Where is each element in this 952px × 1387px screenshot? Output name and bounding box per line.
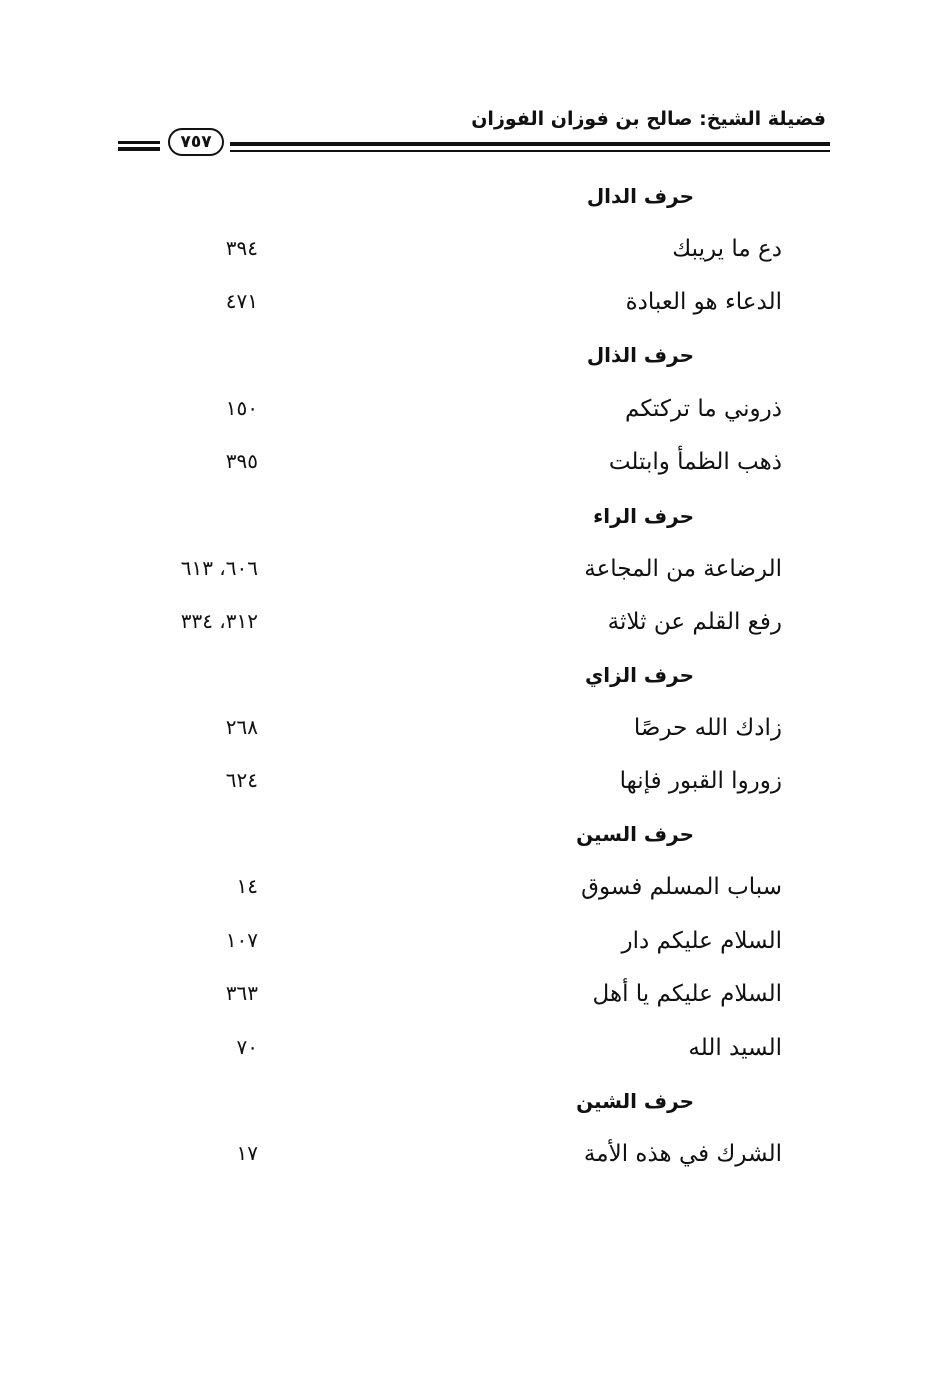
section-heading: حرف الذال — [586, 343, 694, 367]
entry-pages: ٣١٢، ٣٣٤ — [180, 609, 258, 633]
index-entry — [0, 928, 952, 978]
entry-text: السلام عليكم يا أهل — [592, 981, 782, 1007]
section-heading-row — [0, 663, 952, 713]
section-heading: حرف الراء — [593, 504, 694, 528]
page-number-badge: ٧٥٧ — [168, 128, 224, 156]
entry-pages: ١٤ — [236, 874, 258, 898]
entry-text: الرضاعة من المجاعة — [584, 556, 782, 582]
index-entry — [0, 556, 952, 606]
entry-text: ذهب الظمأ وابتلت — [608, 449, 782, 475]
section-heading: حرف الدال — [586, 184, 694, 208]
entry-pages: ١٠٧ — [225, 928, 258, 952]
index-entry — [0, 1035, 952, 1085]
index-entry — [0, 236, 952, 286]
entry-text: السلام عليكم دار — [621, 928, 782, 954]
index-entry — [0, 449, 952, 499]
entry-text: سباب المسلم فسوق — [581, 874, 782, 900]
index-entry — [0, 874, 952, 924]
section-heading-row — [0, 343, 952, 393]
entry-text: رفع القلم عن ثلاثة — [607, 609, 782, 635]
section-heading-row — [0, 504, 952, 554]
section-heading-row — [0, 1089, 952, 1139]
entry-pages: ٣٩٥ — [225, 449, 258, 473]
entry-pages: ١٧ — [236, 1141, 258, 1165]
entry-text: دع ما يريبك — [672, 236, 782, 262]
entry-pages: ١٥٠ — [225, 396, 258, 420]
section-heading-row — [0, 822, 952, 872]
entry-text: الشرك في هذه الأمة — [583, 1141, 782, 1167]
entry-text: السيد الله — [688, 1035, 782, 1061]
entry-pages: ٧٠ — [236, 1035, 258, 1059]
entry-pages: ٣٦٣ — [225, 981, 258, 1005]
entry-text: زادك الله حرصًا — [633, 715, 782, 741]
entry-pages: ٤٧١ — [225, 289, 258, 313]
entry-pages: ٦٠٦، ٦١٣ — [180, 556, 258, 580]
index-entry — [0, 609, 952, 659]
entry-pages: ٢٦٨ — [225, 715, 258, 739]
section-heading-row — [0, 184, 952, 234]
entry-pages: ٣٩٤ — [225, 236, 258, 260]
index-entry — [0, 715, 952, 765]
header-title: فضيلة الشيخ: صالح بن فوزان الفوزان — [471, 108, 826, 130]
entry-text: الدعاء هو العبادة — [625, 289, 782, 315]
index-entry — [0, 396, 952, 446]
section-heading: حرف الشين — [576, 1089, 694, 1113]
section-heading: حرف السين — [576, 822, 694, 846]
index-entry — [0, 981, 952, 1031]
entry-text: ذروني ما تركتكم — [625, 396, 782, 422]
index-entry — [0, 768, 952, 818]
index-entry — [0, 289, 952, 339]
entry-pages: ٦٢٤ — [225, 768, 258, 792]
index-entry — [0, 1141, 952, 1191]
section-heading: حرف الزاي — [584, 663, 694, 687]
entry-text: زوروا القبور فإنها — [619, 768, 782, 794]
